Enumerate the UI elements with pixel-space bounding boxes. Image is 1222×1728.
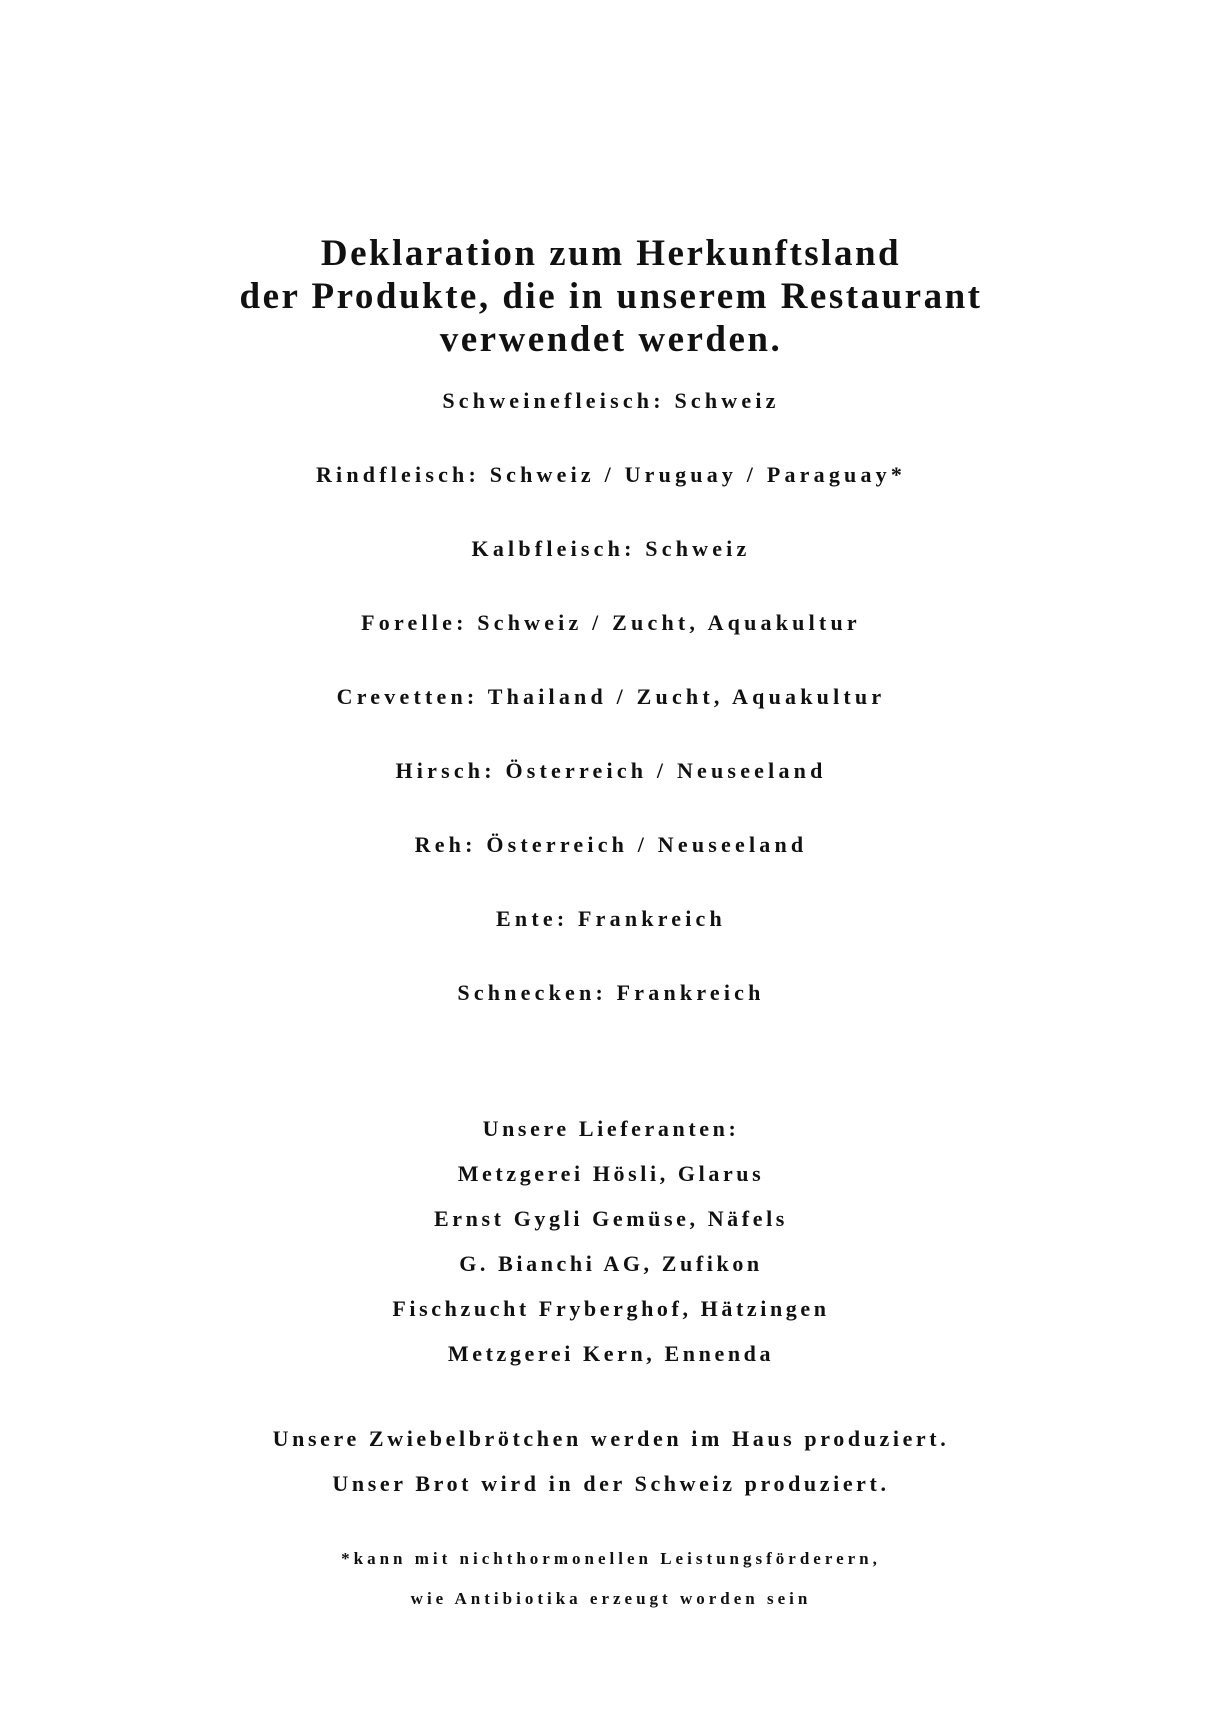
supplier-item: Metzgerei Kern, Ennenda: [447, 1341, 775, 1366]
origin-item-veal: Kalbfleisch: Schweiz: [471, 536, 751, 561]
title-line-1: Deklaration zum Herkunftsland: [320, 233, 902, 274]
bread-section: [0, 1426, 1222, 1516]
footnote-line-2: wie Antibiotika erzeugt worden sein: [410, 1589, 812, 1608]
origin-item-pork: Schweinefleisch: Schweiz: [442, 388, 780, 413]
origin-item-deer: Hirsch: Österreich / Neuseeland: [395, 758, 827, 783]
origin-item-duck: Ente: Frankreich: [496, 906, 726, 931]
supplier-item: Metzgerei Hösli, Glarus: [457, 1161, 765, 1186]
origin-item-shrimp: Crevetten: Thailand / Zucht, Aquakultur: [336, 684, 886, 709]
supplier-list: [0, 1161, 1222, 1386]
footnote: [0, 1548, 1222, 1628]
suppliers-heading: Unsere Lieferanten:: [482, 1116, 740, 1141]
origin-item-snails: Schnecken: Frankreich: [457, 980, 765, 1005]
bread-line-2: Unser Brot wird in der Schweiz produziert.: [332, 1471, 890, 1496]
origin-item-trout: Forelle: Schweiz / Zucht, Aquakultur: [361, 610, 861, 635]
origin-item-roe-deer: Reh: Österreich / Neuseeland: [414, 832, 808, 857]
page-title: [0, 232, 1222, 361]
title-line-2: der Produkte, die in unserem Restaurant: [239, 276, 983, 317]
bread-line-1: Unsere Zwiebelbrötchen werden im Haus produziert.: [272, 1426, 950, 1451]
supplier-item: Ernst Gygli Gemüse, Näfels: [434, 1206, 788, 1231]
suppliers-section: [0, 1116, 1222, 1386]
title-line-3: verwendet werden.: [439, 319, 783, 360]
origin-item-beef: Rindfleisch: Schweiz / Uruguay / Paraguay*: [315, 462, 907, 487]
supplier-item: Fischzucht Fryberghof, Hätzingen: [392, 1296, 830, 1321]
supplier-item: G. Bianchi AG, Zufikon: [459, 1251, 763, 1276]
origin-list: [0, 388, 1222, 1054]
footnote-line-1: *kann mit nichthormonellen Leistungsförderern,: [341, 1549, 881, 1568]
